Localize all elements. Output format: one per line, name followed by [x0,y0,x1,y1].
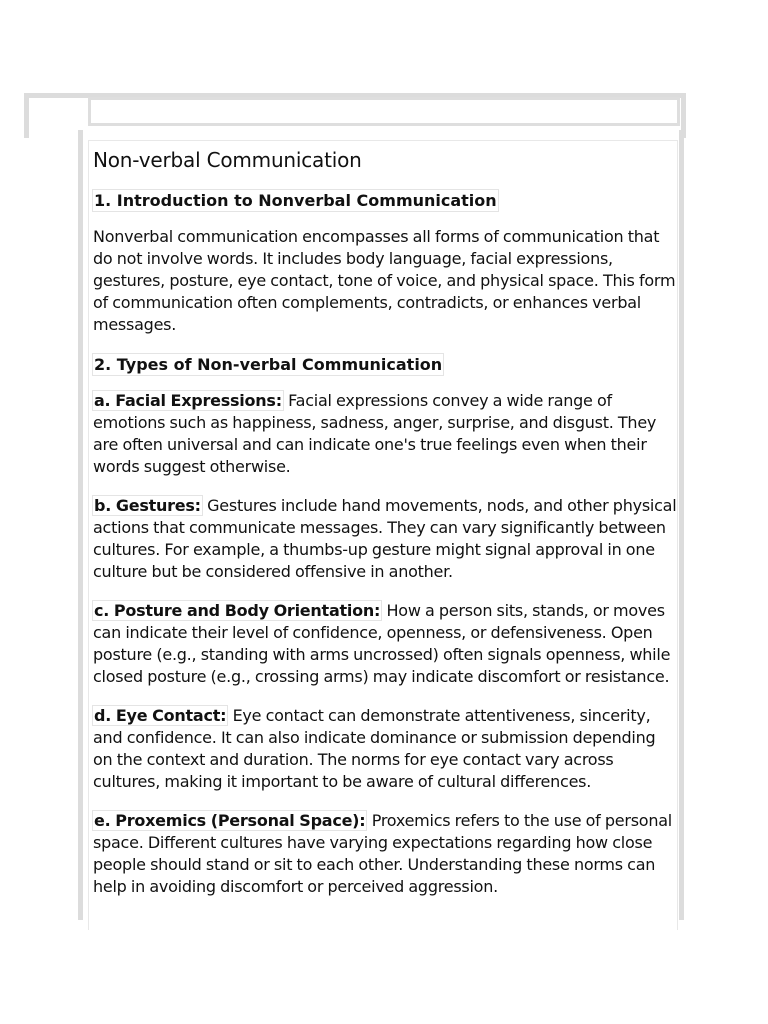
outer-frame-left [78,130,83,920]
gestures-text: Gestures include hand movements, nods, and other physical actions that communicate messages. They can vary significantly between cultures. For example, a thumbs-up gesture might signal approval in one culture but be considered offensive in another. [93,496,677,581]
section-heading-introduction: 1. Introduction to Nonverbal Communication [94,191,497,210]
facial-expressions-text: Facial expressions convey a wide range of emotions such as happiness, sadness, anger, surprise, and disgust. They are often universal and can indicate one's true feelings even when their words suggest otherwise. [93,391,657,476]
document-content [88,140,678,930]
outer-frame-right [679,130,684,920]
introduction-paragraph: Nonverbal communication encompasses all forms of communication that do not involve words. It includes body language, facial expressions, gestures, posture, eye contact, tone of voice, and physical space. This form of communication often complements, contradicts, or enhances verbal messages. [93,227,676,334]
proxemics-term: e. Proxemics (Personal Space): [94,811,366,830]
header-box [88,97,680,126]
posture-text: How a person sits, stands, or moves can indicate their level of confidence, openness, or defensiveness. Open posture (e.g., standing with arms uncrossed) often signals openness, while closed posture (e.g., crossing arms) may indicate discomfort or resistance. [93,601,671,686]
posture-paragraph [93,600,677,688]
eye-contact-text: Eye contact can demonstrate attentiveness, sincerity, and confidence. It can also indicate dominance or submission depending on the context and duration. The norms for eye contact vary across cultures, making it important to be aware of cultural differences. [93,706,656,791]
gestures-term: b. Gestures: [94,496,201,515]
gestures-paragraph [93,495,677,583]
posture-term: c. Posture and Body Orientation: [94,601,381,620]
facial-expressions-term: a. Facial Expressions: [94,391,282,410]
eye-contact-term: d. Eye Contact: [94,706,227,725]
proxemics-text: Proxemics refers to the use of personal space. Different cultures have varying expectations regarding how close people should stand or sit to each other. Understanding these norms can help in avoiding discomfort or perceived aggression. [93,811,672,896]
eye-contact-paragraph [93,705,677,793]
document-title: Non-verbal Communication [93,148,362,172]
section-heading-types: 2. Types of Non-verbal Communication [94,355,443,374]
proxemics-paragraph [93,810,677,898]
facial-expressions-paragraph [93,390,677,478]
